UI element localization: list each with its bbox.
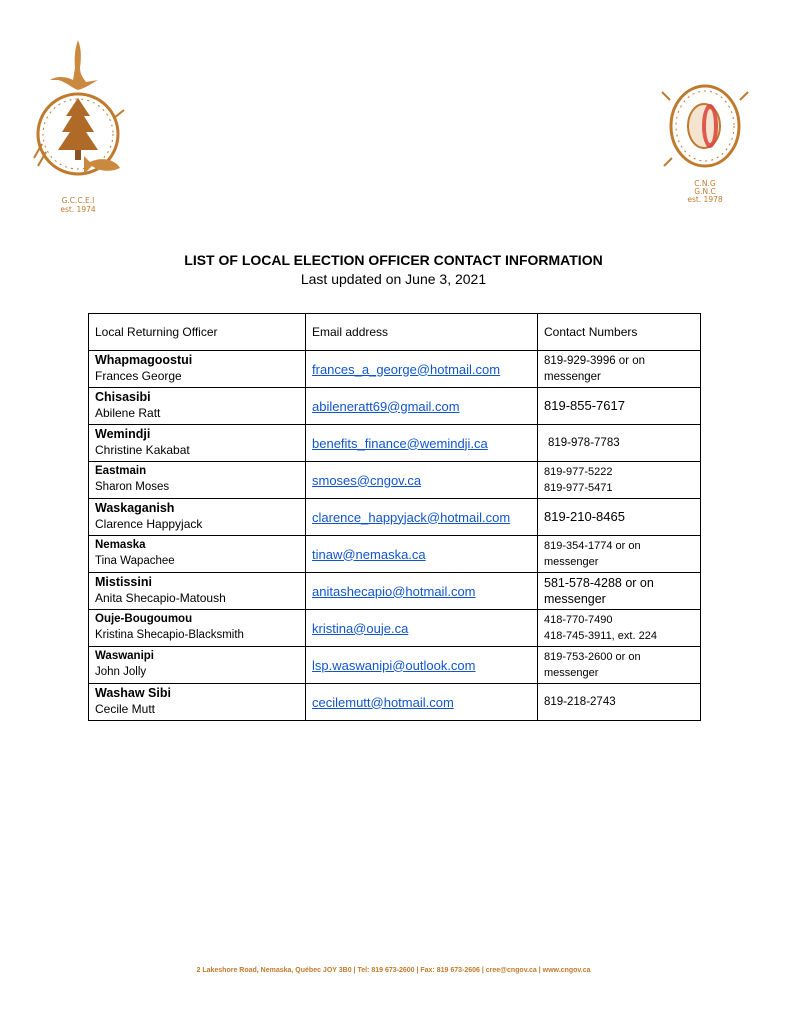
community-name: Nemaska xyxy=(95,539,146,551)
header-contact: Contact Numbers xyxy=(538,314,701,351)
phone-line-1: 819-977-5222 xyxy=(544,466,613,478)
phone-line-2: 819-977-5471 xyxy=(544,482,613,494)
officer-cell xyxy=(89,536,306,573)
email-link[interactable]: cecilemutt@hotmail.com xyxy=(312,694,454,710)
officer-cell xyxy=(89,647,306,684)
phone-line-1: 819-218-2743 xyxy=(544,696,616,708)
email-link[interactable]: kristina@ouje.ca xyxy=(312,620,409,636)
table-row xyxy=(89,351,701,388)
email-link[interactable]: smoses@cngov.ca xyxy=(312,472,422,488)
email-cell xyxy=(306,536,538,573)
cng-logo xyxy=(660,80,750,210)
table-row xyxy=(89,573,701,610)
phone-line-1: 819-978-7783 xyxy=(548,437,620,449)
phone-line-1: 819-210-8465 xyxy=(544,509,625,524)
officer-cell xyxy=(89,388,306,425)
community-name: Washaw Sibi xyxy=(95,686,171,700)
officer-name: Anita Shecapio-Matoush xyxy=(95,591,226,605)
phone-cell xyxy=(538,610,701,647)
table-row xyxy=(89,388,701,425)
community-name: Waskaganish xyxy=(95,501,175,515)
phone-line-1: 819-354-1774 or on xyxy=(544,540,641,552)
email-cell xyxy=(306,610,538,647)
email-link[interactable]: lsp.waswanipi@outlook.com xyxy=(312,657,476,673)
officer-name: Cecile Mutt xyxy=(95,702,156,716)
officer-cell xyxy=(89,573,306,610)
community-name: Eastmain xyxy=(95,465,147,477)
officer-name: Tina Wapachee xyxy=(95,555,175,567)
phone-line-1: 819-929-3996 or on xyxy=(544,355,646,367)
email-cell xyxy=(306,499,538,536)
phone-line-2: 418-745-3911, ext. 224 xyxy=(544,630,657,642)
contacts-table xyxy=(88,313,701,721)
officer-name: Frances George xyxy=(95,369,182,383)
footer-address: 2 Lakeshore Road, Nemaska, Québec JOY 3B0 | Tel: 819 673-2600 | Fax: 819 673-2606 | cree@cngov.ca | www.cngov.ca xyxy=(196,967,591,974)
table-header-row xyxy=(89,314,701,351)
phone-line-1: 819-855-7617 xyxy=(544,398,625,413)
cng-caption-3: est. 1978 xyxy=(687,195,723,204)
table-row xyxy=(89,536,701,573)
community-name: Chisasibi xyxy=(95,390,151,404)
phone-cell xyxy=(538,388,701,425)
officer-name: Sharon Moses xyxy=(95,481,170,493)
header-email: Email address xyxy=(306,314,538,351)
phone-line-1: 819-753-2600 or on xyxy=(544,651,641,663)
gcce-caption-2: est. 1974 xyxy=(60,205,96,214)
officer-cell xyxy=(89,499,306,536)
phone-cell xyxy=(538,647,701,684)
cng-caption-1: C.N.G xyxy=(694,179,716,188)
table-row xyxy=(89,610,701,647)
community-name: Ouje-Bougoumou xyxy=(95,613,193,625)
officer-cell xyxy=(89,462,306,499)
email-link[interactable]: anitashecapio@hotmail.com xyxy=(312,583,476,599)
email-cell xyxy=(306,684,538,721)
officer-name: Kristina Shecapio-Blacksmith xyxy=(95,629,244,641)
phone-cell xyxy=(538,462,701,499)
document-subtitle: Last updated on June 3, 2021 xyxy=(300,271,487,287)
phone-line-2: messenger xyxy=(544,556,599,568)
phone-line-1: 581-578-4288 or on xyxy=(544,576,654,590)
gcce-caption-1: G.C.C.E.I xyxy=(61,196,95,205)
community-name: Wemindji xyxy=(95,427,151,441)
email-link[interactable]: benefits_finance@wemindji.ca xyxy=(312,435,488,451)
table-row xyxy=(89,499,701,536)
email-link[interactable]: abileneratt69@gmail.com xyxy=(312,398,460,414)
email-link[interactable]: frances_a_george@hotmail.com xyxy=(312,361,501,377)
email-cell xyxy=(306,388,538,425)
table-row xyxy=(89,425,701,462)
phone-line-2: messenger xyxy=(544,371,601,383)
phone-cell xyxy=(538,499,701,536)
email-cell xyxy=(306,351,538,388)
phone-cell xyxy=(538,573,701,610)
table-row xyxy=(89,462,701,499)
officer-name: Christine Kakabat xyxy=(95,443,190,457)
email-cell xyxy=(306,647,538,684)
officer-cell xyxy=(89,684,306,721)
community-name: Mistissini xyxy=(95,575,152,589)
table-row xyxy=(89,647,701,684)
email-link[interactable]: tinaw@nemaska.ca xyxy=(312,546,426,562)
cng-drum-icon xyxy=(660,80,750,176)
email-cell xyxy=(306,425,538,462)
gcce-logo xyxy=(28,36,128,216)
document-title: LIST OF LOCAL ELECTION OFFICER CONTACT INFORMATION xyxy=(184,252,603,268)
gcce-emblem-icon xyxy=(28,36,128,206)
email-link[interactable]: clarence_happyjack@hotmail.com xyxy=(312,509,511,525)
phone-cell xyxy=(538,684,701,721)
officer-cell xyxy=(89,610,306,647)
table-row xyxy=(89,684,701,721)
officer-cell xyxy=(89,425,306,462)
officer-cell xyxy=(89,351,306,388)
officer-name: Abilene Ratt xyxy=(95,406,161,420)
phone-line-2: messenger xyxy=(544,667,599,679)
community-name: Waswanipi xyxy=(95,650,154,662)
phone-cell xyxy=(538,425,701,462)
officer-name: John Jolly xyxy=(95,666,147,678)
email-cell xyxy=(306,573,538,610)
header-officer: Local Returning Officer xyxy=(89,314,306,351)
phone-cell xyxy=(538,536,701,573)
cng-caption-2: G.N.C xyxy=(694,187,716,196)
email-cell xyxy=(306,462,538,499)
community-name: Whapmagoostui xyxy=(95,353,193,367)
officer-name: Clarence Happyjack xyxy=(95,517,203,531)
phone-line-1: 418-770-7490 xyxy=(544,614,613,626)
phone-line-2: messenger xyxy=(544,592,606,606)
phone-cell xyxy=(538,351,701,388)
